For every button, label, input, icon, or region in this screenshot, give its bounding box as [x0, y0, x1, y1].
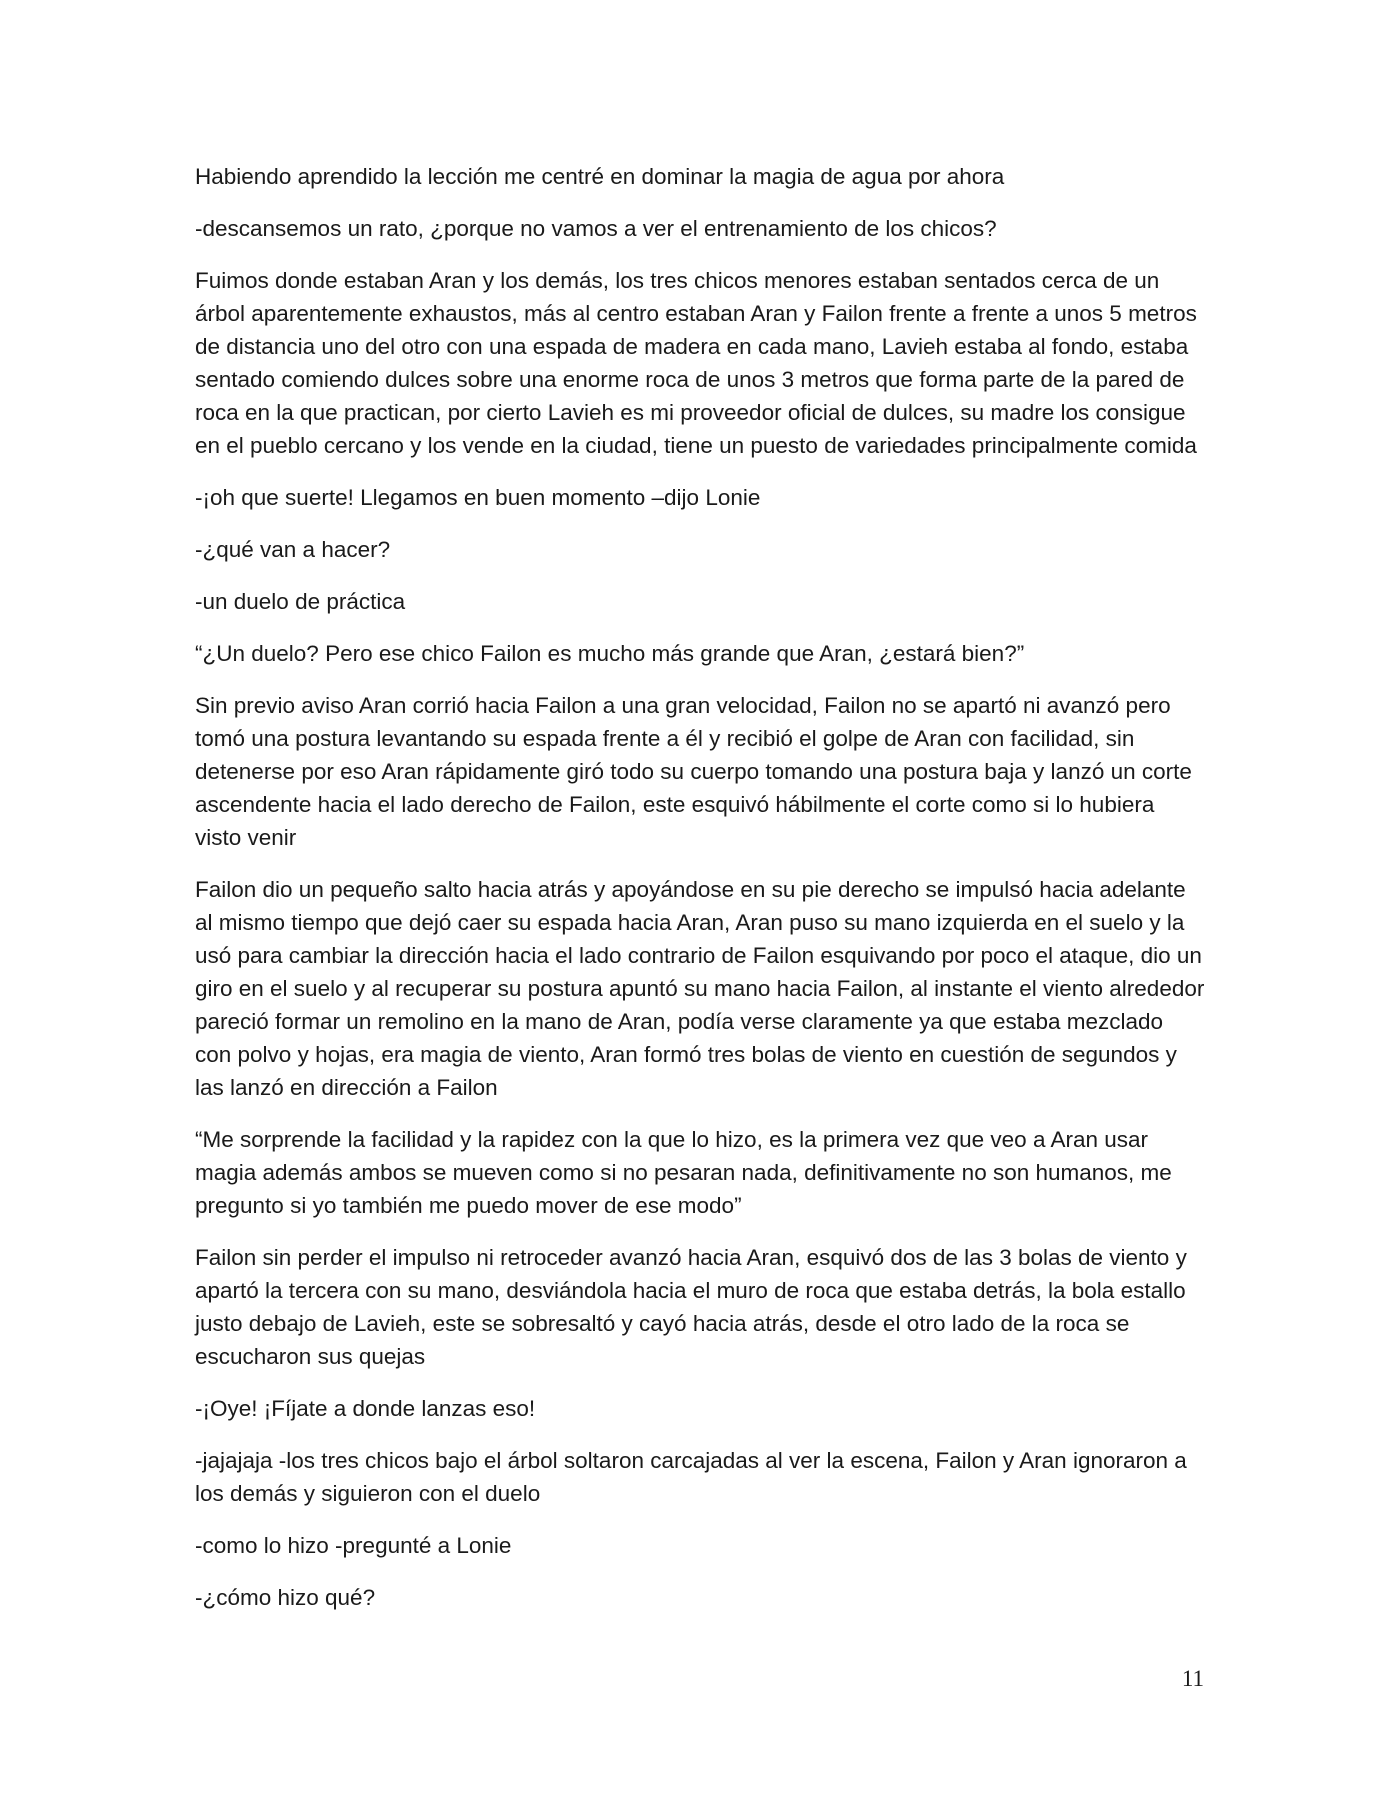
paragraph: “¿Un duelo? Pero ese chico Failon es mucho más grande que Aran, ¿estará bien?”: [195, 641, 1025, 666]
paragraph: Habiendo aprendido la lección me centré en dominar la magia de agua por ahora: [195, 164, 1005, 189]
paragraph: -descansemos un rato, ¿porque no vamos a ver el entrenamiento de los chicos?: [195, 216, 997, 241]
paragraph: -¿cómo hizo qué?: [195, 1585, 376, 1610]
paragraph: -un duelo de práctica: [195, 589, 406, 614]
paragraph: -¡oh que suerte! Llegamos en buen momento –dijo Lonie: [195, 485, 761, 510]
paragraph: Fuimos donde estaban Aran y los demás, los tres chicos menores estaban sentados cerca de un árbol aparentemente exhaustos, más al centro estaban Aran y Failon frente a frente a unos 5 metros de distancia uno del otro con una espada de madera en cada mano, Lavieh estaba al fondo, estaba sentado comiendo dulces sobre una enorme roca de unos 3 metros que forma parte de la pared de roca en la que practican, por cierto Lavieh es mi proveedor oficial de dulces, su madre los consigue en el pueblo cercano y los vende en la ciudad, tiene un puesto de variedades principalmente comida: [195, 268, 1197, 458]
paragraph: -jajajaja -los tres chicos bajo el árbol soltaron carcajadas al ver la escena, Failon y Aran ignoraron a los demás y siguieron con el duelo: [195, 1448, 1187, 1506]
paragraph: -¡Oye! ¡Fíjate a donde lanzas eso!: [195, 1396, 536, 1421]
paragraph: “Me sorprende la facilidad y la rapidez con la que lo hizo, es la primera vez que veo a Aran usar magia además ambos se mueven como si no pesaran nada, definitivamente no son humanos, me pregunto si yo también me puedo mover de ese modo”: [195, 1127, 1172, 1218]
paragraph: -como lo hizo -pregunté a Lonie: [195, 1533, 512, 1558]
page-number: 11: [1181, 1666, 1204, 1691]
paragraph: Sin previo aviso Aran corrió hacia Failon a una gran velocidad, Failon no se apartó ni avanzó pero tomó una postura levantando su espada frente a él y recibió el golpe de Aran con facilidad, sin detenerse por eso Aran rápidamente giró todo su cuerpo tomando una postura baja y lanzó un corte ascendente hacia el lado derecho de Failon, este esquivó hábilmente el corte como si lo hubiera visto venir: [195, 693, 1192, 850]
paragraph: -¿qué van a hacer?: [195, 537, 391, 562]
paragraph: Failon sin perder el impulso ni retroceder avanzó hacia Aran, esquivó dos de las 3 bolas de viento y apartó la tercera con su mano, desviándola hacia el muro de roca que estaba detrás, la bola estallo justo debajo de Lavieh, este se sobresaltó y cayó hacia atrás, desde el otro lado de la roca se escucharon sus quejas: [195, 1245, 1187, 1369]
body-text: [195, 160, 1205, 1633]
paragraph: Failon dio un pequeño salto hacia atrás y apoyándose en su pie derecho se impulsó hacia adelante al mismo tiempo que dejó caer su espada hacia Aran, Aran puso su mano izquierda en el suelo y la usó para cambiar la dirección hacia el lado contrario de Failon esquivando por poco el ataque, dio un giro en el suelo y al recuperar su postura apuntó su mano hacia Failon, al instante el viento alrededor pareció formar un remolino en la mano de Aran, podía verse claramente ya que estaba mezclado con polvo y hojas, era magia de viento, Aran formó tres bolas de viento en cuestión de segundos y las lanzó en dirección a Failon: [195, 877, 1205, 1100]
